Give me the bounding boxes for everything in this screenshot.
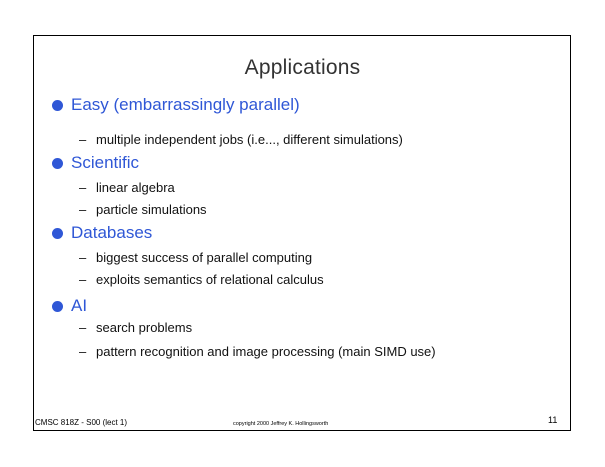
page-number: 11: [548, 415, 558, 425]
subitem: [79, 249, 312, 265]
bullet-scientific: [52, 153, 139, 173]
subitem-text: multiple independent jobs (i.e..., different simulations): [96, 131, 403, 147]
subitem-text: biggest success of parallel computing: [96, 249, 313, 265]
dash-icon: –: [79, 249, 87, 265]
subitem-text: pattern recognition and image processing (main SIMD use): [96, 343, 436, 359]
bullet-ai: [52, 296, 87, 316]
bullet-label: Easy (embarrassingly parallel): [71, 95, 300, 114]
dash-icon: –: [79, 343, 87, 359]
subitem-text: exploits semantics of relational calculus: [96, 271, 324, 287]
subitem: [79, 271, 324, 287]
subitem-text: particle simulations: [96, 201, 207, 217]
subitem-text: linear algebra: [96, 179, 175, 195]
dash-icon: –: [79, 179, 87, 195]
bullet-dot-icon: [52, 228, 63, 239]
dash-icon: –: [79, 319, 87, 335]
bullet-dot-icon: [52, 301, 63, 312]
bullet-label: AI: [71, 296, 88, 315]
subitem-text: search problems: [96, 319, 193, 335]
bullet-dot-icon: [52, 100, 63, 111]
dash-icon: –: [79, 271, 87, 287]
bullet-easy: [52, 95, 300, 115]
subitem: [79, 179, 175, 195]
bullet-label: Scientific: [71, 153, 140, 172]
footer-copyright: copyright 2000 Jeffrey K. Hollingsworth: [233, 421, 329, 427]
subitem: [79, 343, 436, 359]
dash-icon: –: [79, 131, 87, 147]
subitem: [79, 319, 192, 335]
bullet-databases: [52, 223, 152, 243]
subitem: [79, 201, 207, 217]
bullet-dot-icon: [52, 158, 63, 169]
dash-icon: –: [79, 201, 87, 217]
bullet-label: Databases: [71, 223, 153, 242]
slide-title: Applications: [244, 56, 361, 79]
footer-course: CMSC 818Z - S00 (lect 1): [35, 418, 128, 427]
subitem: [79, 131, 403, 147]
